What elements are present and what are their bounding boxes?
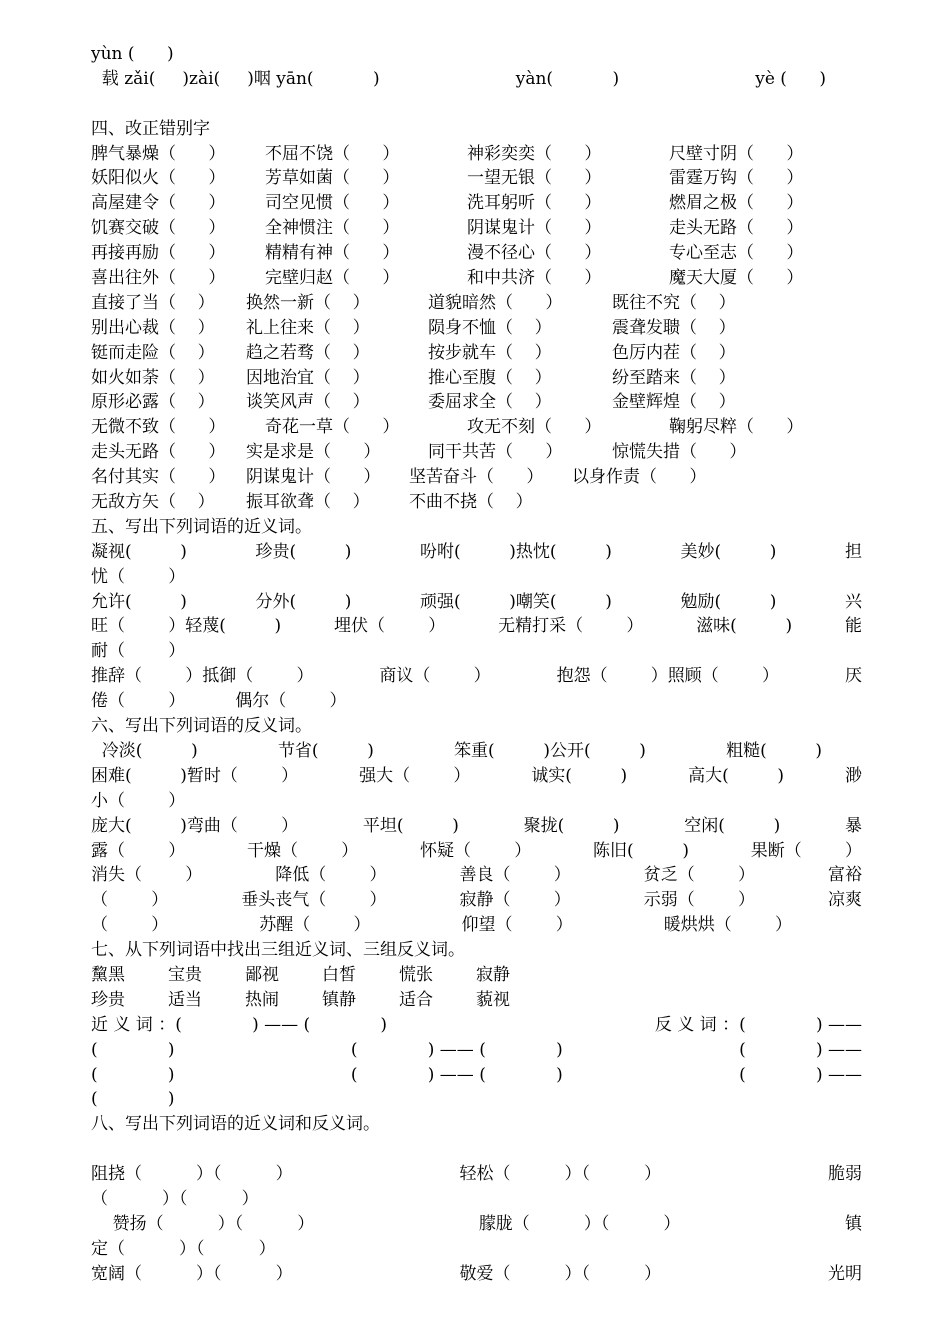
- section-7-title: 七、从下列词语中找出三组近义词、三组反义词。: [91, 940, 465, 961]
- item: 雷霆万钩（ ）: [669, 168, 804, 189]
- item: 轻松（ ）（ ）: [459, 1164, 662, 1185]
- pinyin-yan4: yàn( ): [515, 68, 620, 89]
- item: 妖阳似火（ ）: [91, 168, 226, 189]
- item: 阴谋鬼计（ ）: [467, 218, 602, 239]
- item: 兴: [844, 591, 862, 612]
- item: 吩咐( )热忱( ): [420, 541, 612, 562]
- item: 完壁归赵（ ）: [265, 268, 400, 289]
- text-row: [91, 142, 862, 167]
- item: 忧（ ）: [91, 566, 186, 587]
- item: 节省( ): [277, 740, 374, 761]
- item: 陈旧( ): [593, 840, 689, 861]
- text-row: [91, 1237, 862, 1262]
- text-row: [91, 1087, 862, 1112]
- item: 推心至腹（ ）: [428, 367, 552, 388]
- item: 奇花一草（ ）: [265, 417, 400, 438]
- text-row: [91, 465, 862, 490]
- text-row: [91, 366, 862, 391]
- item: 高屋建令（ ）: [91, 193, 226, 214]
- item: 阻挠（ ）（ ）: [91, 1164, 293, 1185]
- word: 白皙: [322, 964, 356, 985]
- item: 担: [844, 541, 862, 562]
- text-row: [91, 913, 862, 938]
- text-row: [91, 191, 862, 216]
- text-row: [91, 839, 862, 864]
- item: 光明: [828, 1263, 862, 1284]
- text-row: [91, 863, 862, 888]
- item: 一望无银（ ）: [467, 168, 602, 189]
- text-row: [91, 614, 862, 639]
- item: 同干共苦（ ）: [428, 442, 563, 463]
- item: 别出心裁（ ）: [91, 317, 215, 338]
- text-row: [91, 1038, 862, 1063]
- word: 慌张: [399, 964, 433, 985]
- word-row-1: [91, 963, 553, 988]
- item: 阴谋鬼计（ ）: [246, 467, 381, 488]
- item: 无微不致（ ）: [91, 417, 226, 438]
- pinyin-zai-yan: 载 zǎi( )zài( )咽 yān( ): [91, 68, 380, 89]
- text-row: [91, 241, 862, 266]
- item: 聚拢( ): [523, 815, 620, 836]
- item: 既往不究（ ）: [612, 292, 736, 313]
- word: 黧黑: [91, 964, 125, 985]
- item: 原形必露（ ）: [91, 392, 215, 413]
- item: 燃眉之极（ ）: [669, 193, 804, 214]
- item: 空闲( ): [684, 815, 781, 836]
- item: 露（ ）: [91, 840, 186, 861]
- text-row: [91, 1013, 862, 1038]
- item: 镇: [845, 1213, 862, 1234]
- item: 敬爱（ ）（ ）: [459, 1263, 662, 1284]
- item: 冷淡( ): [91, 740, 198, 761]
- item: 趋之若骛（ ）: [246, 342, 370, 363]
- item: 苏醒（ ）: [259, 915, 371, 936]
- item: 走头无路（ ）: [669, 218, 804, 239]
- item: 富裕: [828, 865, 862, 886]
- item: 攻无不刻（ ）: [467, 417, 602, 438]
- text-row: [91, 166, 862, 191]
- item: 司空见惯（ ）: [265, 193, 400, 214]
- item: 善良（ ）: [459, 865, 571, 886]
- item: ( ) —— ( ): [350, 1039, 563, 1060]
- section-4-rows-c: [91, 415, 862, 465]
- text-row: [91, 1187, 862, 1212]
- word: 宝贵: [168, 964, 202, 985]
- text-row: [91, 390, 862, 415]
- item: 饥赛交破（ ）: [91, 218, 226, 239]
- text-row: [91, 664, 862, 689]
- item: 滋味( ): [696, 616, 793, 637]
- item: 洗耳躬听（ ）: [467, 193, 602, 214]
- text-row: [91, 739, 862, 764]
- text-row: [91, 1212, 862, 1237]
- item: 惊慌失措（ ）: [612, 442, 747, 463]
- pinyin-line-1: yùn ( ): [91, 44, 174, 64]
- item: 凝视( ): [91, 541, 187, 562]
- item: （ ）: [91, 890, 169, 911]
- pinyin-line-2: [91, 67, 862, 92]
- item: 芳草如菌（ ）: [265, 168, 400, 189]
- item: 抱怨（ ）照顾（ ）: [556, 666, 780, 687]
- item: 实是求是（ ）: [246, 442, 381, 463]
- section-8-header: [91, 1137, 862, 1162]
- text-row: [91, 540, 862, 565]
- item: 神彩奕奕（ ）: [467, 143, 602, 164]
- item: ( ) ——: [739, 1039, 862, 1060]
- item: [572, 490, 852, 515]
- item: 笨重( )公开( ): [454, 740, 646, 761]
- item: 贫乏（ ）: [643, 865, 755, 886]
- item: ( ): [91, 1064, 175, 1085]
- word: 适合: [399, 989, 433, 1010]
- item: 困难( )暂时（ ）: [91, 765, 299, 786]
- item: 名付其实（ ）: [91, 467, 226, 488]
- item: 降低（ ）: [275, 865, 387, 886]
- item: 渺: [845, 765, 862, 786]
- text-row: [91, 888, 862, 913]
- item: （ ）: [91, 915, 169, 936]
- item: 不曲不挠（ ）: [409, 492, 533, 513]
- section-5-title: 五、写出下列词语的近义词。: [91, 516, 312, 537]
- text-row: [91, 1262, 862, 1287]
- item: 平坦( ): [362, 815, 459, 836]
- word: 镇静: [322, 989, 356, 1010]
- item: 允许( ): [91, 591, 187, 612]
- text-row: [91, 639, 862, 664]
- section-6-title: 六、写出下列词语的反义词。: [91, 716, 312, 737]
- item: 高大( ): [688, 765, 785, 786]
- item: 垂头丧气（ ）: [241, 890, 387, 911]
- text-row: [91, 565, 862, 590]
- text-row: [91, 291, 862, 316]
- item: 诚实( ): [531, 765, 628, 786]
- item: 喜出往外（ ）: [91, 268, 226, 289]
- item: 朦胧（ ）（ ）: [478, 1213, 681, 1234]
- item: 怀疑（ ）: [420, 840, 532, 861]
- item: 美妙( ): [680, 541, 777, 562]
- item: 耐（ ）: [91, 641, 186, 662]
- item: 专心至志（ ）: [669, 243, 804, 264]
- item: 推辞（ ）抵御（ ）: [91, 666, 314, 687]
- item: 脆弱: [828, 1164, 862, 1185]
- item: ( ): [91, 1089, 175, 1110]
- item: 干燥（ ）: [247, 840, 359, 861]
- item: 金壁辉煌（ ）: [612, 392, 736, 413]
- item: 能: [844, 616, 862, 637]
- item: 纷至踏来（ ）: [612, 367, 736, 388]
- item: 仰望（ ）: [461, 915, 573, 936]
- item: 果断（ ）: [750, 840, 862, 861]
- text-row: [91, 341, 862, 366]
- item: ( ) ——: [739, 1064, 862, 1085]
- item: ( ): [91, 1039, 175, 1060]
- item: 谈笑风声（ ）: [246, 392, 370, 413]
- item: 礼上往来（ ）: [246, 317, 370, 338]
- text-row: [91, 764, 862, 789]
- item: 旺（ ）轻蔑( ): [91, 616, 282, 637]
- item: 分外( ): [255, 591, 352, 612]
- item: 无精打采（ ）: [498, 616, 644, 637]
- section-8-title: 八、写出下列词语的近义词和反义词。: [91, 1114, 380, 1135]
- item: 铤而走险（ ）: [91, 342, 215, 363]
- item: 魔天大厦（ ）: [669, 268, 804, 289]
- section-4-rows-b: [91, 291, 862, 415]
- text-row: [91, 440, 862, 465]
- item: 庞大( )弯曲（ ）: [91, 815, 299, 836]
- item: 陨身不恤（ ）: [428, 317, 552, 338]
- word: 热闹: [245, 989, 279, 1010]
- item: 因地治宜（ ）: [246, 367, 370, 388]
- item: 振耳欲聋（ ）: [246, 492, 370, 513]
- item: 鞠躬尽粹（ ）: [669, 417, 804, 438]
- item: 强大（ ）: [359, 765, 471, 786]
- item: 珍贵( ): [255, 541, 352, 562]
- section-4-title: 四、改正错别字: [91, 118, 210, 139]
- item: 如火如荼（ ）: [91, 367, 215, 388]
- section-4-rows-d: [91, 465, 862, 515]
- word-row-2: [91, 988, 553, 1013]
- item: 勉励( ): [680, 591, 777, 612]
- item: 偶尔（ ）: [235, 691, 347, 712]
- word: 藐视: [476, 989, 510, 1010]
- item: 震聋发聩（ ）: [612, 317, 736, 338]
- item: （ ）（ ）: [91, 1188, 259, 1209]
- item: 宽阔（ ）（ ）: [91, 1263, 293, 1284]
- section-4-rows-a: [91, 142, 862, 291]
- item: 定（ ）（ ）: [91, 1238, 276, 1259]
- item: 商议（ ）: [379, 666, 491, 687]
- item: 近 义 词 ：( ) —— ( ): [91, 1014, 388, 1035]
- text-row: [91, 216, 862, 241]
- word: 鄙视: [245, 964, 279, 985]
- text-row: [91, 316, 862, 341]
- item: 以身作责（ ）: [572, 467, 707, 488]
- item: 尺壁寸阴（ ）: [669, 143, 804, 164]
- word: 珍贵: [91, 989, 125, 1010]
- item: 和中共济（ ）: [467, 268, 602, 289]
- item: 道貌暗然（ ）: [428, 292, 563, 313]
- word: 适当: [168, 989, 202, 1010]
- item: 脾气暴燥（ ）: [91, 143, 226, 164]
- item: 委屈求全（ ）: [428, 392, 552, 413]
- item: 倦（ ）: [91, 691, 186, 712]
- item: ( ) —— ( ): [350, 1064, 563, 1085]
- text-row: [91, 490, 862, 515]
- text-row: [91, 1063, 862, 1088]
- item: 换然一新（ ）: [246, 292, 370, 313]
- item: 再接再励（ ）: [91, 243, 226, 264]
- text-row: [91, 814, 862, 839]
- item: 无敌方矢（ ）: [91, 492, 215, 513]
- item: 寂静（ ）: [459, 890, 571, 911]
- item: 顽强( )嘲笑( ): [420, 591, 612, 612]
- item: 粗糙( ): [726, 740, 822, 761]
- item: 直接了当（ ）: [91, 292, 215, 313]
- word: 寂静: [476, 964, 510, 985]
- text-row: [91, 266, 862, 291]
- item: 走头无路（ ）: [91, 442, 226, 463]
- item: 小（ ）: [91, 790, 186, 811]
- item: 消失（ ）: [91, 865, 203, 886]
- item: 按步就车（ ）: [428, 342, 552, 363]
- item: 厌: [844, 666, 862, 687]
- pinyin-ye4: yè ( ): [755, 68, 826, 89]
- item: 反 义 词 ：( ) ——: [654, 1014, 862, 1035]
- item: 全神惯注（ ）: [265, 218, 400, 239]
- item: 赞扬（ ）（ ）: [91, 1213, 315, 1234]
- text-row: [91, 689, 862, 714]
- item: 埋伏（ ）: [334, 616, 446, 637]
- pinyin-line-3: [91, 92, 862, 117]
- text-row: [91, 789, 862, 814]
- text-row: [91, 1162, 862, 1187]
- text-row: [91, 590, 862, 615]
- item: 示弱（ ）: [643, 890, 755, 911]
- item: 漫不径心（ ）: [467, 243, 602, 264]
- item: 不屈不饶（ ）: [265, 143, 400, 164]
- item: 暖烘烘（ ）: [663, 915, 792, 936]
- text-row: [91, 415, 862, 440]
- item: 凉爽: [828, 890, 862, 911]
- item: 坚苦奋斗（ ）: [409, 467, 544, 488]
- item: 暴: [844, 815, 862, 836]
- item: 精精有神（ ）: [265, 243, 400, 264]
- item: 色厉内茬（ ）: [612, 342, 736, 363]
